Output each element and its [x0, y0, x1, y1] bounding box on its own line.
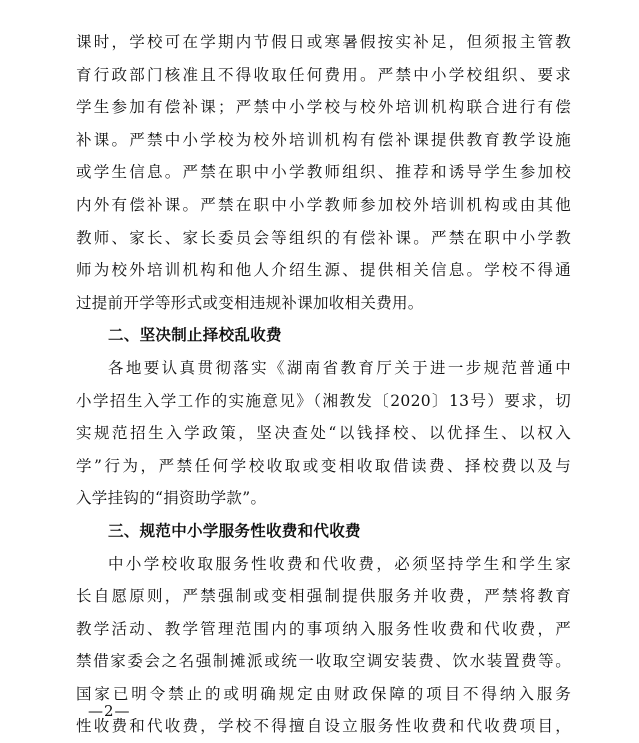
- paragraph-line: 教学活动、教学管理范围内的事项纳入服务性收费和代收费，严: [76, 619, 571, 638]
- page-number: —2—: [88, 702, 131, 720]
- paragraph-line: 过提前开学等形式或变相违规补课加收相关费用。: [76, 293, 424, 312]
- paragraph-line: 或学生信息。严禁在职中小学教师组织、推荐和诱导学生参加校: [76, 163, 571, 182]
- paragraph-line: 课时，学校可在学期内节假日或寒暑假按实补足，但须报主管教: [76, 33, 571, 51]
- paragraph-line: 师为校外培训机构和他人介绍生源、提供相关信息。学校不得通: [76, 261, 571, 280]
- paragraph-line: 各地要认真贯彻落实《湖南省教育厅关于进一步规范普通中: [108, 358, 571, 377]
- paragraph-line: 教师、家长、家长委员会等组织的有偿补课。严禁在职中小学教: [76, 228, 571, 247]
- paragraph-line: 性收费和代收费，学校不得擅自设立服务性收费和代收费项目，: [76, 717, 571, 736]
- paragraph-line: 国家已明令禁止的或明确规定由财政保障的项目不得纳入服务: [76, 684, 571, 703]
- paragraph-line: 入学挂钩的“捐资助学款”。: [76, 489, 267, 508]
- paragraph-line: 学”行为，严禁任何学校收取或变相收取借读费、择校费以及与: [76, 456, 571, 475]
- paragraph-line: 小学招生入学工作的实施意见》（湘教发〔2020〕13号）要求，切: [76, 391, 571, 410]
- paragraph-line: 禁借家委会之名强制摊派或统一收取空调安装费、饮水装置费等。: [76, 652, 571, 671]
- paragraph-line: 内外有偿补课。严禁在职中小学教师参加校外培训机构或由其他: [76, 195, 571, 214]
- paragraph-line: 中小学校收取服务性收费和代收费，必须坚持学生和学生家: [108, 554, 571, 573]
- paragraph-line: 长自愿原则，严禁强制或变相强制提供服务并收费，严禁将教育: [76, 587, 571, 606]
- paragraph-line: 实规范招生入学政策，坚决查处“以钱择校、以优择生、以权入: [76, 424, 571, 443]
- paragraph-line: 育行政部门核准且不得收取任何费用。严禁中小学校组织、要求: [76, 65, 571, 84]
- paragraph-line: 补课。严禁中小学校为校外培训机构有偿补课提供教育教学设施: [76, 130, 571, 149]
- section-heading-3: 三、规范中小学服务性收费和代收费: [108, 521, 361, 540]
- section-heading-2: 二、坚决制止择校乱收费: [108, 326, 282, 345]
- paragraph-line: 学生参加有偿补课；严禁中小学校与校外培训机构联合进行有偿: [76, 98, 571, 117]
- document-body: [76, 26, 571, 743]
